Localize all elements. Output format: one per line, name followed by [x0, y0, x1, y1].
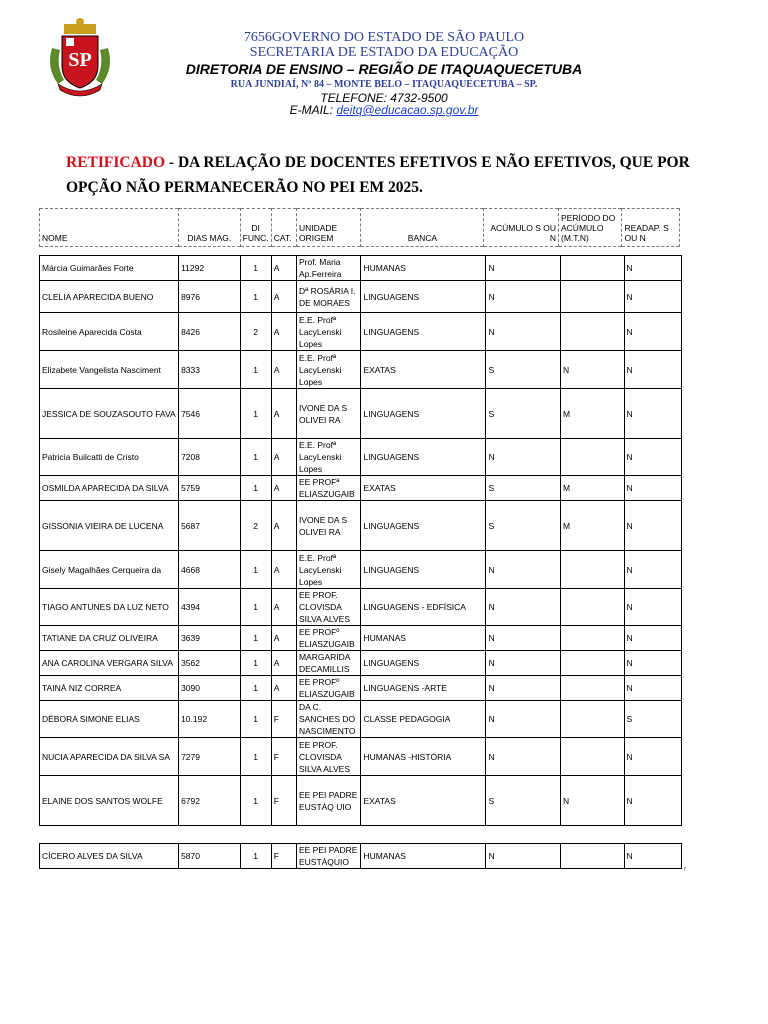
cell-di: 1 [240, 351, 271, 389]
cell-periodo [561, 626, 624, 651]
cell-nome: TAINÁ NIZ CORREA [40, 676, 179, 701]
cell-di: 1 [240, 651, 271, 676]
header-line-secretariat: SECRETARIA DE ESTADO DA EDUCAÇÃO [249, 45, 519, 60]
cell-acumulo: N [486, 551, 561, 589]
cell-readap: N [624, 776, 682, 826]
header-line-phone: TELEFONE: 4732-9500 [320, 91, 448, 105]
cell-cat: A [271, 256, 296, 281]
cell-acumulo: N [486, 256, 561, 281]
title-text: DA RELAÇÃO DE DOCENTES EFETIVOS E NÃO EFETIVOS, QUE POR OPÇÃO NÃO PERMANECERÃO NO PEI EM 2025. [66, 154, 690, 196]
cell-nome: ANA CAROLINA VERGARA SILVA [40, 651, 179, 676]
cell-acumulo: S [486, 776, 561, 826]
cell-cat: A [271, 439, 296, 476]
cell-periodo [561, 701, 624, 738]
cell-periodo [561, 738, 624, 776]
cell-periodo [561, 844, 624, 869]
cell-dias: 8333 [179, 351, 240, 389]
cell-nome: Rosileine Aparecida Costa [40, 313, 179, 351]
cell-acumulo: N [486, 439, 561, 476]
table-row [40, 626, 682, 651]
cell-dias: 7208 [179, 439, 240, 476]
col-header-unidade: UNIDADE ORIGEM [296, 209, 361, 247]
cell-periodo: M [561, 476, 624, 501]
cell-readap: S [624, 701, 682, 738]
cell-unidade: EE PROF. CLOVISDA SILVA ALVES [296, 738, 361, 776]
cell-cat: A [271, 626, 296, 651]
cell-readap: N [624, 676, 682, 701]
cell-dias: 10.192 [179, 701, 240, 738]
cell-acumulo: N [486, 281, 561, 313]
cell-di: 1 [240, 844, 271, 869]
table-row [40, 589, 682, 626]
cell-periodo [561, 676, 624, 701]
table-row [40, 389, 682, 439]
cell-dias: 5759 [179, 476, 240, 501]
cell-acumulo: N [486, 701, 561, 738]
cell-banca: LINGUAGENS [361, 439, 486, 476]
cell-periodo: M [561, 501, 624, 551]
cell-unidade: Dª ROSÁRIA I. DE MORAES [296, 281, 361, 313]
table-row [40, 476, 682, 501]
col-header-cat: CAT. [271, 209, 296, 247]
cell-nome: TIAGO ANTUNES DA LUZ NETO [40, 589, 179, 626]
cell-di: 1 [240, 626, 271, 651]
cell-readap: N [624, 256, 682, 281]
cell-dias: 7546 [179, 389, 240, 439]
svg-text:SP: SP [68, 49, 92, 71]
cell-periodo: N [561, 351, 624, 389]
table-row [40, 256, 682, 281]
cell-dias: 3639 [179, 626, 240, 651]
cell-cat: A [271, 351, 296, 389]
cell-unidade: DA C. SANCHES DO NASCIMENTO [296, 701, 361, 738]
cell-acumulo: S [486, 501, 561, 551]
cell-dias: 6792 [179, 776, 240, 826]
cell-unidade: IVONE DA S OLIVEI RA [296, 501, 361, 551]
cell-di: 2 [240, 313, 271, 351]
table-row [40, 313, 682, 351]
cell-acumulo: S [486, 351, 561, 389]
cell-cat: A [271, 281, 296, 313]
cell-banca: HUMANAS [361, 844, 486, 869]
header-line-directorate: DIRETORIA DE ENSINO – REGIÃO DE ITAQUAQUECETUBA [185, 61, 583, 77]
cell-periodo [561, 589, 624, 626]
cell-banca: LINGUAGENS [361, 389, 486, 439]
cell-banca: EXATAS [361, 776, 486, 826]
cell-unidade: EE PROF. CLOVISDA SILVA ALVES [296, 589, 361, 626]
cell-nome: Elizabete Vangelista Nasciment [40, 351, 179, 389]
cell-unidade: E.E. Profª LacyLenski Lopes [296, 313, 361, 351]
cell-dias: 4394 [179, 589, 240, 626]
cell-banca: LINGUAGENS [361, 651, 486, 676]
cell-periodo: M [561, 389, 624, 439]
docentes-table-last [39, 843, 682, 869]
cell-readap: N [624, 281, 682, 313]
cell-unidade: MARGARIDA DECAMILLIS [296, 651, 361, 676]
cell-acumulo: S [486, 389, 561, 439]
cell-di: 1 [240, 589, 271, 626]
cell-periodo [561, 313, 624, 351]
cell-cat: A [271, 501, 296, 551]
table-row [40, 281, 682, 313]
docentes-table [39, 255, 682, 826]
footer-mark: r [684, 866, 687, 873]
cell-unidade: E.E. Profª LacyLenski Lopes [296, 439, 361, 476]
table-row [40, 439, 682, 476]
col-header-acumulo: ACÚMULO S OU N [484, 209, 559, 247]
cell-nome: OSMILDA APARECIDA DA SILVA [40, 476, 179, 501]
cell-cat: F [271, 844, 296, 869]
cell-unidade: E.E. Profª LacyLenski Lopes [296, 551, 361, 589]
cell-nome: GISSONIA VIEIRA DE LUCENA [40, 501, 179, 551]
cell-dias: 3090 [179, 676, 240, 701]
cell-banca: LINGUAGENS [361, 551, 486, 589]
title-retificado: RETIFICADO [66, 154, 166, 171]
cell-periodo [561, 281, 624, 313]
table-row [40, 776, 682, 826]
cell-unidade: Prof. Maria Ap.Ferreira [296, 256, 361, 281]
cell-di: 1 [240, 439, 271, 476]
cell-cat: F [271, 738, 296, 776]
header-line-address: RUA JUNDIAÍ, Nº 84 – MONTE BELO – ITAQUAQUECETUBA – SP. [230, 79, 538, 90]
cell-readap: N [624, 589, 682, 626]
table-row [40, 501, 682, 551]
cell-readap: N [624, 313, 682, 351]
col-header-periodo: PERÍODO DO ACÚMULO (M.T.N) [559, 209, 622, 247]
cell-dias: 4668 [179, 551, 240, 589]
cell-acumulo: N [486, 651, 561, 676]
document-title [66, 150, 746, 200]
cell-di: 1 [240, 776, 271, 826]
cell-cat: A [271, 389, 296, 439]
cell-banca: CLASSE PEDAGOGIA [361, 701, 486, 738]
cell-banca: HUMANAS -HISTÓRIA [361, 738, 486, 776]
cell-acumulo: N [486, 313, 561, 351]
cell-readap: N [624, 626, 682, 651]
cell-banca: LINGUAGENS [361, 501, 486, 551]
col-header-di: DI FUNC. [240, 209, 271, 247]
cell-di: 1 [240, 389, 271, 439]
table-row [40, 651, 682, 676]
cell-di: 1 [240, 738, 271, 776]
cell-acumulo: N [486, 676, 561, 701]
cell-dias: 3562 [179, 651, 240, 676]
cell-periodo [561, 256, 624, 281]
cell-readap: N [624, 439, 682, 476]
cell-nome: ELAINE DOS SANTOS WOLFE [40, 776, 179, 826]
cell-banca: LINGUAGENS - EDFÍSICA [361, 589, 486, 626]
cell-readap: N [624, 551, 682, 589]
cell-cat: A [271, 551, 296, 589]
column-header-table [39, 208, 680, 247]
cell-banca: HUMANAS [361, 256, 486, 281]
cell-di: 1 [240, 676, 271, 701]
cell-dias: 5687 [179, 501, 240, 551]
table-row [40, 351, 682, 389]
cell-readap: N [624, 738, 682, 776]
col-header-readap: READAP. S OU N [622, 209, 680, 247]
cell-unidade: E.E. Profª LacyLenski Lopes [296, 351, 361, 389]
cell-cat: A [271, 651, 296, 676]
cell-acumulo: N [486, 589, 561, 626]
col-header-banca: BANCA [361, 209, 484, 247]
col-header-nome: NOME [40, 209, 179, 247]
cell-readap: N [624, 501, 682, 551]
cell-dias: 8976 [179, 281, 240, 313]
table-row [40, 844, 682, 869]
cell-di: 1 [240, 476, 271, 501]
title-dash: - [165, 154, 178, 171]
cell-banca: LINGUAGENS [361, 281, 486, 313]
cell-nome: NUCIA APARECIDA DA SILVA SA [40, 738, 179, 776]
cell-nome: JESSICA DE SOUZASOUTO FAVA [40, 389, 179, 439]
cell-cat: A [271, 589, 296, 626]
cell-di: 1 [240, 551, 271, 589]
cell-unidade: EE PROFº ELIASZUGAIB [296, 626, 361, 651]
cell-banca: LINGUAGENS [361, 313, 486, 351]
cell-dias: 5870 [179, 844, 240, 869]
cell-acumulo: N [486, 844, 561, 869]
cell-dias: 8426 [179, 313, 240, 351]
cell-banca: HUMANAS [361, 626, 486, 651]
email-label: E-MAIL: [289, 103, 337, 117]
cell-nome: TATIANE DA CRUZ OLIVEIRA [40, 626, 179, 651]
table-row [40, 701, 682, 738]
cell-banca: EXATAS [361, 351, 486, 389]
cell-unidade: EE PROFº ELIASZUGAIB [296, 676, 361, 701]
cell-nome: DÉBORA SIMONE ELIAS [40, 701, 179, 738]
cell-periodo [561, 651, 624, 676]
cell-cat: A [271, 313, 296, 351]
cell-di: 1 [240, 256, 271, 281]
cell-nome: CLELIA APARECIDA BUENO [40, 281, 179, 313]
cell-unidade: EE PEI PADRE EUSTÁQ UIO [296, 776, 361, 826]
cell-periodo: N [561, 776, 624, 826]
cell-di: 1 [240, 701, 271, 738]
cell-unidade: IVONE DA S OLIVEI RA [296, 389, 361, 439]
cell-nome: CÍCERO ALVES DA SILVA [40, 844, 179, 869]
document-header [0, 0, 768, 130]
header-line-email [0, 103, 768, 117]
cell-unidade: EE PROFª ELIASZUGAIB [296, 476, 361, 501]
cell-cat: F [271, 701, 296, 738]
cell-banca: LINGUAGENS -ARTE [361, 676, 486, 701]
cell-cat: F [271, 776, 296, 826]
cell-periodo [561, 439, 624, 476]
cell-di: 2 [240, 501, 271, 551]
cell-periodo [561, 551, 624, 589]
cell-dias: 11292 [179, 256, 240, 281]
cell-readap: N [624, 389, 682, 439]
table-row [40, 551, 682, 589]
cell-unidade: EE PEI PADRE EUSTÁQUIO [296, 844, 361, 869]
cell-di: 1 [240, 281, 271, 313]
cell-nome: Márcia Guimarães Forte [40, 256, 179, 281]
cell-acumulo: N [486, 738, 561, 776]
email-link[interactable]: deitq@educacao.sp.gov.br [336, 103, 479, 117]
col-header-dias: DIAS MAG. [179, 209, 240, 247]
cell-acumulo: S [486, 476, 561, 501]
cell-cat: A [271, 476, 296, 501]
table-row [40, 676, 682, 701]
cell-readap: N [624, 651, 682, 676]
header-line-government: 7656GOVERNO DO ESTADO DE SÃO PAULO [243, 30, 525, 45]
cell-readap: N [624, 476, 682, 501]
table-row [40, 738, 682, 776]
cell-readap: N [624, 844, 682, 869]
cell-nome: Patricia Builcatti de Cristo [40, 439, 179, 476]
cell-banca: EXATAS [361, 476, 486, 501]
cell-dias: 7279 [179, 738, 240, 776]
cell-readap: N [624, 351, 682, 389]
cell-cat: A [271, 676, 296, 701]
cell-nome: Gisely Magalhães Cerqueira da [40, 551, 179, 589]
cell-acumulo: N [486, 626, 561, 651]
